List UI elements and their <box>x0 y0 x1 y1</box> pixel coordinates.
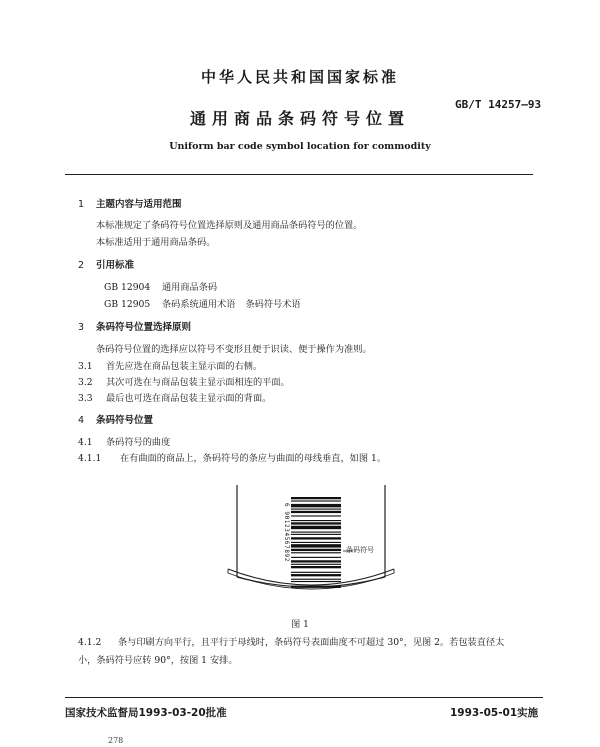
barcode-bar <box>291 537 341 539</box>
figure-caption: 图 1 <box>291 620 309 630</box>
clause-text: 条码符号的曲度 <box>106 437 171 448</box>
approval-date: 国家技术监督局1993-03-20批准 <box>65 707 227 719</box>
clause-number: 3.3 <box>78 393 93 404</box>
section-title: 引用标准 <box>96 260 135 271</box>
barcode-bar <box>291 509 341 510</box>
reference-item <box>104 279 217 293</box>
clause-number: 3.1 <box>78 361 93 372</box>
section-title: 条码符号位置选择原则 <box>96 322 192 333</box>
barcode-bar <box>291 544 341 547</box>
barcode-bar <box>291 534 341 535</box>
clause-text: 在有曲面的商品上，条码符号的条应与曲面的母线垂直，如图 1。 <box>120 453 387 464</box>
barcode-bar <box>291 522 341 524</box>
barcode-bar <box>291 586 341 588</box>
implementation-date: 1993-05-01实施 <box>450 707 539 719</box>
section-1-heading <box>78 196 182 210</box>
reference-title: 条码系统通用术语 <box>162 299 236 310</box>
page-number: 278 <box>108 736 124 745</box>
reference-code: GB 12905 <box>104 299 151 310</box>
barcode-bar <box>291 532 341 533</box>
barcode-bar <box>291 557 341 558</box>
reference-title: 条码符号术语 <box>245 299 301 310</box>
national-standard-heading: 中华人民共和国国家标准 <box>200 68 399 86</box>
document-title-english: Uniform bar code symbol location for commodity <box>169 141 431 152</box>
section-title: 主题内容与适用范围 <box>96 199 182 210</box>
header-rule <box>65 174 533 175</box>
barcode-bar <box>291 515 341 516</box>
barcode-bar <box>291 581 341 582</box>
section-number: 2 <box>78 260 85 271</box>
clause <box>78 634 504 648</box>
barcode-bar <box>291 504 341 507</box>
barcode-bar <box>291 549 341 551</box>
clause-text: 其次可选在与商品包装主显示面相连的平面。 <box>106 377 290 388</box>
clause-number: 4.1.1 <box>78 453 102 464</box>
clause-text: 条与印刷方向平行，且平行于母线时，条码符号表面曲度不可超过 30°，见图 2。若包装直径太 <box>118 637 505 648</box>
clause-text: 最后也可选在商品包装主显示面的背面。 <box>106 393 272 404</box>
paragraph: 本标准适用于通用商品条码。 <box>96 237 216 248</box>
clause-text: 首先应选在商品包装主显示面的右侧。 <box>106 361 263 372</box>
barcode-label: 条码符号 <box>346 546 374 554</box>
barcode-bar <box>291 520 341 521</box>
barcode-bar <box>291 526 341 529</box>
barcode-bar <box>291 542 341 543</box>
barcode-symbol <box>291 497 341 588</box>
barcode-bar <box>291 579 341 580</box>
barcode-bar <box>291 572 341 573</box>
barcode-bar <box>291 552 341 553</box>
section-number: 4 <box>78 415 85 426</box>
paragraph: 条码符号位置的选择应以符号不变形且便于识读、便于操作为准则。 <box>96 344 372 355</box>
section-3-heading <box>78 319 191 333</box>
barcode-bar <box>291 564 341 565</box>
reference-item <box>104 296 301 310</box>
section-number: 3 <box>78 322 85 333</box>
barcode-digits: 6 901234567892 <box>283 503 290 562</box>
clause <box>78 374 290 388</box>
section-4-heading <box>78 412 153 426</box>
barcode-bar <box>291 560 341 562</box>
clause <box>78 434 170 448</box>
barcode-bar <box>291 500 341 501</box>
footer-rule <box>65 697 543 698</box>
section-number: 1 <box>78 199 85 210</box>
section-title: 条码符号位置 <box>96 415 154 426</box>
barcode-bar <box>291 497 341 499</box>
clause <box>78 358 262 372</box>
barcode-bar <box>291 566 341 568</box>
barcode-bar <box>291 574 341 576</box>
document-title: 通用商品条码符号位置 <box>189 109 410 128</box>
clause <box>78 390 271 404</box>
reference-code: GB 12904 <box>104 282 151 293</box>
clause-number: 3.2 <box>78 377 93 388</box>
standard-number: GB/T 14257—93 <box>455 98 542 111</box>
paragraph: 本标准规定了条码符号位置选择原则及通用商品条码符号的位置。 <box>96 220 363 231</box>
clause-number: 4.1 <box>78 437 93 448</box>
clause <box>78 450 386 464</box>
barcode-bar <box>291 511 341 513</box>
reference-title: 通用商品条码 <box>162 282 218 293</box>
clause-number: 4.1.2 <box>78 637 102 648</box>
section-2-heading <box>78 257 134 271</box>
bottle-base-outer-curve <box>228 569 394 585</box>
clause-continuation: 小，条码符号应转 90°，按图 1 安排。 <box>78 655 238 666</box>
